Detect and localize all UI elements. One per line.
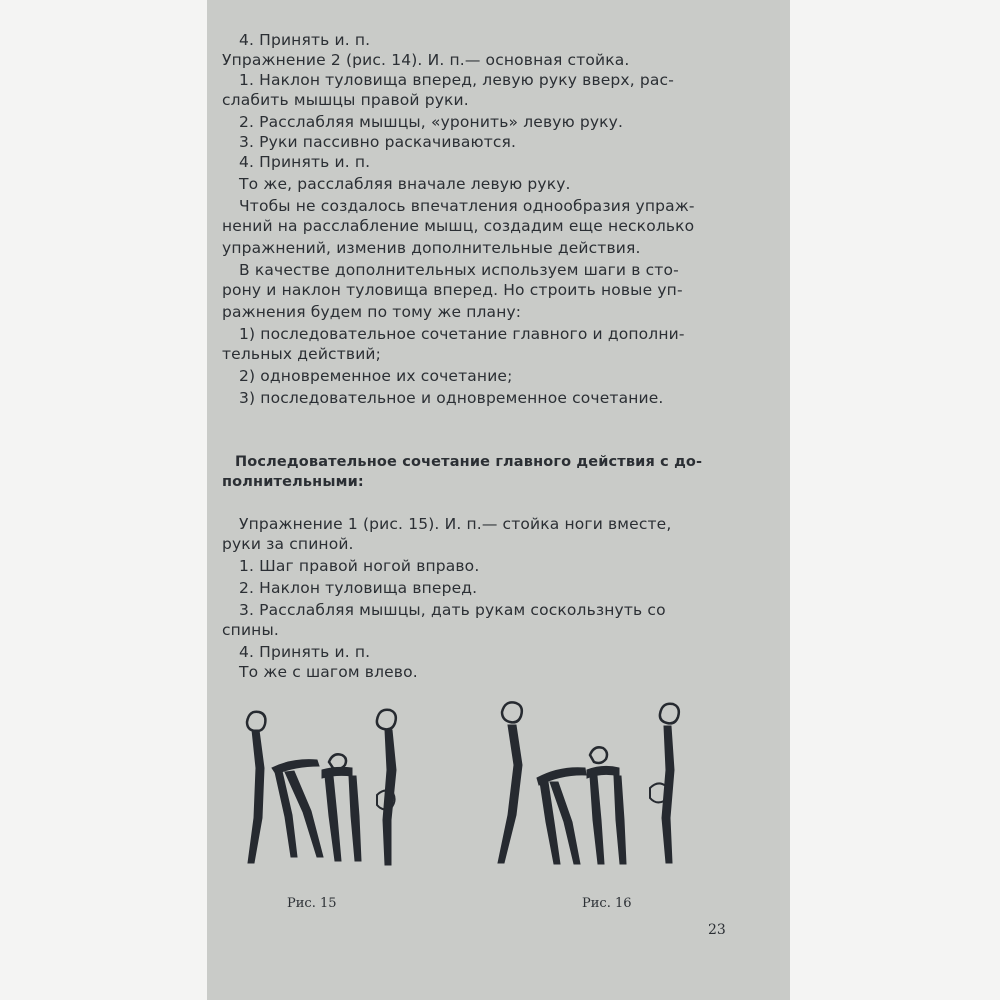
figure-caption: Рис. 16 [582, 896, 632, 911]
page-number: 23 [708, 922, 726, 938]
bending-figure [537, 768, 586, 864]
text-line: 4. Принять и. п. [239, 643, 371, 661]
text-line: 1. Наклон туловища вперед, левую руку вверх, рас- [239, 71, 674, 89]
bending-figure-head [587, 747, 626, 864]
text-line: слабить мышцы правой руки. [222, 91, 469, 109]
text-line: 2. Наклон туловища вперед. [239, 579, 478, 597]
text-line: тельных действий; [222, 345, 382, 363]
text-line: руки за спиной. [222, 535, 354, 553]
text-line: То же, расслабляя вначале левую руку. [239, 175, 571, 193]
text-line: 1) последовательное сочетание главного и дополни- [239, 325, 685, 343]
standing-figure [247, 712, 265, 863]
text-line: То же с шагом влево. [239, 663, 418, 681]
figure-15-illustration [237, 700, 417, 875]
text-line: упражнений, изменив дополнительные действия. [222, 239, 641, 257]
text-line: В качестве дополнительных используем шаги в сто- [239, 261, 679, 279]
text-line: 3) последовательное и одновременное сочетание. [239, 389, 664, 407]
bending-figure [272, 760, 323, 857]
section-heading: полнительными: [222, 474, 364, 490]
text-line: 2. Расслабляя мышцы, «уронить» левую руку. [239, 113, 624, 131]
standing-figure [498, 702, 522, 863]
text-line: 1. Шаг правой ногой вправо. [239, 557, 480, 575]
text-line: Упражнение 2 (рис. 14). И. п.— основная стойка. [222, 51, 630, 69]
text-line: Упражнение 1 (рис. 15). И. п.— стойка ноги вместе, [239, 515, 672, 533]
text-line: 4. Принять и. п. [239, 153, 371, 171]
figure-caption: Рис. 15 [287, 896, 337, 911]
figure-16-illustration [492, 700, 682, 875]
standing-figure-right [650, 704, 679, 863]
text-line: 2) одновременное их сочетание; [239, 367, 513, 385]
section-heading: Последовательное сочетание главного действия с до- [235, 454, 703, 470]
text-line: Чтобы не создалось впечатления однообразия упраж- [239, 197, 695, 215]
text-line: 3. Руки пассивно раскачиваются. [239, 133, 517, 151]
text-line: спины. [222, 621, 279, 639]
text-line: 3. Расслабляя мышцы, дать рукам соскользнуть со [239, 601, 666, 619]
text-line: рону и наклон туловища вперед. Но строить новые уп- [222, 281, 683, 299]
book-page [207, 0, 790, 1000]
text-line: нений на расслабление мышц, создадим еще несколько [222, 217, 695, 235]
standing-figure-right [377, 710, 396, 865]
bending-figure-head [322, 754, 361, 861]
text-line: 4. Принять и. п. [239, 31, 371, 49]
text-line: ражнения будем по тому же плану: [222, 303, 522, 321]
